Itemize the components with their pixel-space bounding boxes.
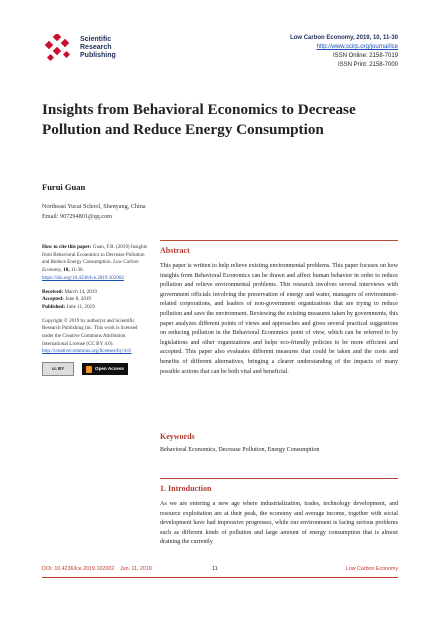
citation-doi-link[interactable]: https://doi.org/10.4236/lce.2019.102002 [42,274,124,281]
copyright-block [42,318,150,357]
author-name: Furui Guan [42,182,86,192]
citation-journal: Low Carbon Economy, [42,259,139,274]
license-badges [42,362,150,376]
article-sidebar [42,244,150,376]
issn-print: ISSN Print: 2158-7000 [337,62,398,68]
journal-info [290,34,398,70]
abstract-text: This paper is written to help relieve existing environmental problems. This paper focuses on how insights from Behavioral Economics can be drawn and affect human behavior in order to reduce pollution and relieve environmental problems. This research involves several interviews with government officials involving the preservation of energy and water, managers of environment-related corporations, and leaders of non-government organizations that are trying to reduce pollution and save the environment. Reviewing the existing measures taken by governments, this paper analyzes different points of views and approaches and gives several practical suggestions on reducing pollution in the Behavioral Economics point of view, which can be referred to by legislations and other organizations and helps eco-friendly policies to be more efficient and accepted. This paper also evaluates different measures that could be taken and the costs and benefits of different alternatives, bringing a clearer understanding of the impacts of many possible actions that can be both vital and beneficial. [160,263,398,375]
cc-by-badge-icon[interactable]: cc BY [42,362,74,376]
author-email: Email: 907294801@qq.com [42,212,112,220]
open-access-label: Open Access [95,366,124,372]
footer-date: Jun. 11, 2019 [120,566,152,572]
citation-label: How to cite this paper: [42,244,92,250]
footer-journal: Low Carbon Economy [345,566,398,572]
open-access-badge[interactable] [82,363,128,375]
journal-reference: Low Carbon Economy, 2019, 10, 11-30 [290,35,398,41]
publisher-name [80,36,116,61]
published-label: Published: [42,303,66,310]
affiliation-text: Northeast Yucai School, Shenyang, China [42,203,146,210]
published-date: June 11, 2019 [66,303,95,310]
accepted-date: June 8, 2019 [65,296,91,303]
citation-pages: 11-30. [70,267,84,274]
keywords-heading: Keywords [160,432,195,441]
received-label: Received: [42,288,64,295]
copyright-text: Copyright © 2019 by author(s) and Scientific Research Publishing Inc. This work is licensed under the Creative Commons Attribution International License (CC BY 4.0). [42,317,138,347]
publisher-line: Publishing [80,52,116,60]
page-number: 11 [212,566,218,572]
intro-text: As we are entering a new age where industrialization, trades, technology development, and resource exploitation are at their peak, the economy and average income, together with social development have had impressive progresses, while our environment is facing serious problems such as different kinds of pollution and large amount of energy consumption that is almost draining the currently [160,501,398,546]
journal-url-link[interactable]: http://www.scirp.org/journal/lce [316,44,398,50]
author-affiliation [42,202,146,221]
license-link[interactable]: http://creativecommons.org/licenses/by/4.0/ [42,348,132,355]
abstract-heading: Abstract [160,246,190,255]
open-lock-icon [86,366,92,373]
publisher-logo-icon [42,34,80,64]
citation-volume: 10, [63,267,70,274]
footer-rule [42,577,398,578]
issn-online: ISSN Online: 2158-7019 [332,53,398,59]
accepted-label: Accepted: [42,296,64,303]
intro-top-rule [160,478,398,479]
publisher-line: Scientific [80,36,112,43]
intro-heading: 1. Introduction [160,484,212,493]
citation-text: Guan, F.R. (2019) Insights from Behavioral Economics to Decrease Pollution and Reduce Energy Consumption. [42,244,148,266]
keywords-text: Behavioral Economics, Decrease Pollution, Energy Consumption [160,447,320,453]
dates-block [42,289,150,312]
publisher-line: Research [80,44,112,52]
paper-title: Insights from Behavioral Economics to Decrease Pollution and Reduce Energy Consumption [42,101,356,138]
received-date: March 14, 2019 [64,288,97,295]
footer-doi: DOI: 10.4236/lce.2019.102002 [42,566,115,572]
citation-block [42,244,150,283]
abstract-top-rule [160,240,398,241]
